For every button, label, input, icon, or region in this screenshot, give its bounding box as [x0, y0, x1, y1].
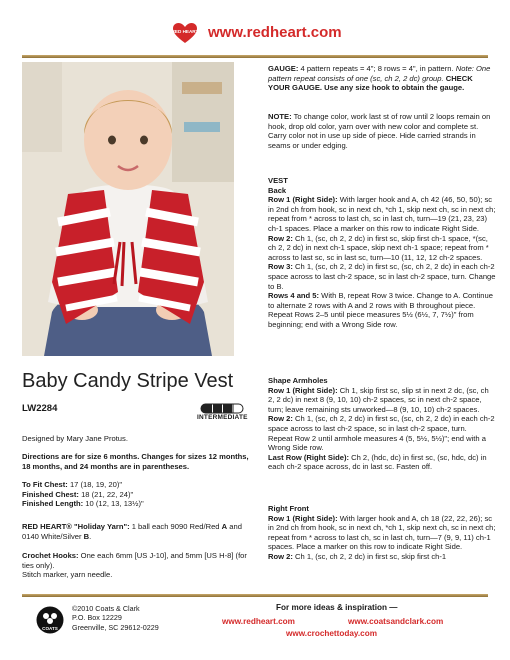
svg-text:COATS: COATS: [42, 626, 58, 631]
designer-credit: Designed by Mary Jane Protus.: [22, 434, 128, 443]
yarn-label: RED HEART® "Holiday Yarn":: [22, 522, 130, 531]
hooks-label: Crochet Hooks:: [22, 551, 79, 560]
gauge-label: GAUGE:: [268, 64, 299, 73]
top-divider: [22, 55, 488, 58]
armholes-heading: Shape Armholes: [268, 376, 328, 385]
city: Greenville, SC 29612-0229: [72, 622, 159, 632]
sizes-note: Directions are for size 6 months. Changes for sizes 12 months, 18 months, and 24 months are in parentheses.: [22, 452, 249, 471]
redheart-link[interactable]: www.redheart.com: [222, 617, 295, 626]
back-heading: Back: [268, 185, 287, 195]
finished-chest-value: 18 (21, 22, 24)": [78, 489, 134, 499]
copyright-block: [72, 604, 159, 632]
pattern-title: Baby Candy Stripe Vest: [22, 370, 234, 392]
notions: Stitch marker, yarn needle.: [22, 570, 113, 580]
red-heart-logo: [172, 22, 198, 44]
last-row-label: Last Row (Right Side):: [268, 452, 349, 462]
po-box: P.O. Box 12229: [72, 613, 122, 623]
copyright: ©2010 Coats & Clark: [72, 604, 140, 613]
measurements: [22, 480, 250, 509]
finished-chest-label: Finished Chest:: [22, 489, 79, 499]
yarn-b: B: [83, 531, 90, 541]
vest-back-section: [268, 176, 496, 330]
hooks-spec: [22, 551, 250, 580]
fit-label: To Fit Chest:: [22, 480, 68, 489]
right-front-heading: Right Front: [268, 504, 309, 513]
rows45-text: With B, repeat Row 3 twice. Change to A. Continue to alternate 2 rows with A and 2 rows with B throughout piece.: [268, 291, 493, 310]
crochettoday-link[interactable]: www.crochettoday.com: [286, 629, 377, 638]
repeat-text: Repeat Rows 2–5 until piece measures 5½ (6½, 7, 7½)" from beginning; end with a Wrong Side row.: [268, 310, 474, 329]
right-front-section: [268, 504, 496, 562]
last-row-text: Ch 2, (hdc, dc) in first sc, (sc, hdc, dc) in each ch-2 space across, dc in last sc. Fasten off.: [268, 452, 487, 472]
gauge-note: Note: One pattern repeat consists of one (sc, ch 2, 2 dc) group.: [268, 64, 491, 83]
arm-row2-text: Ch 1, (sc, ch 2, 2 dc) in first sc, (sc, ch 2, 2 dc) in each ch-2 space across to last ch-2 space, sc in last ch-2 space, turn.: [268, 414, 495, 433]
armholes-section: [268, 376, 496, 472]
fit-value: 17 (18, 19, 20)": [67, 480, 123, 489]
arm-repeat: Repeat Row 2 until armhole measures 4 (5, 5½, 5½)"; end with a Wrong Side row.: [268, 433, 486, 453]
rf-row2-text: Ch 1, (sc, ch 2, 2 dc) in first sc, skip first ch-1: [292, 551, 447, 561]
arm-row1-text: Ch 1, skip first sc, slip st in next 2 dc, (sc, ch 2, 2 dc) in next 8 (9, 10, 10) ch-2 spaces, sc in next ch-2 space, turn; leave remaining sts unworked—8 (9, 10, 10) ch-2 spaces.: [268, 385, 489, 414]
row3-label: Row 3:: [268, 262, 293, 272]
rows45-label: Rows 4 and 5:: [268, 291, 320, 301]
rf-row2-label: Row 2:: [268, 551, 293, 561]
rf-row1-text: With larger hook and A, ch 18 (22, 22, 26); sc in 2nd ch from hook, sc in next ch, *ch 1, skip next ch, sc in next ch; repeat from * across to last ch, sc in last ch, turn—7 (9, 9, 11) ch-1 spaces. Place a marker on this row to indicate Right Side.: [268, 513, 496, 552]
rf-row1-label: Row 1 (Right Side):: [268, 513, 338, 523]
finished-length-label: Finished Length:: [22, 499, 84, 509]
bottom-divider: [22, 594, 488, 597]
coats-logo: [36, 606, 64, 634]
gauge-text: 4 pattern repeats = 4"; 8 rows = 4", in pattern.: [298, 64, 454, 73]
header-website-link[interactable]: www.redheart.com: [208, 24, 342, 41]
skill-level-label: INTERMEDIATE: [197, 414, 248, 421]
note-text: To change color, work last st of row until 2 loops remain on hook, drop old color, yarn over with new color and complete st. Carry color not in use up side of piece. Hide carried strands in seams or under edging.: [268, 112, 491, 150]
yarn-spec: [22, 522, 250, 541]
gauge-section: [268, 64, 496, 93]
yarn-text-2: and 0140 White/Silver: [22, 522, 242, 541]
row3-text: Ch 1, (sc, ch 2, 2 dc) in first sc, (sc, ch 2, 2 dc) in each ch-2 space across to last ch-2 space, sc in last ch-2 space, turn. Change to B.: [268, 262, 496, 291]
pattern-number: LW2284: [22, 403, 58, 414]
more-ideas-heading: For more ideas & inspiration —: [276, 603, 398, 612]
row2-text: Ch 1, (sc, ch 2, 2 dc) in first sc, skip first ch-1 space, *(sc, ch 2, 2 dc) in next ch-1 space, skip next ch-1 space; repeat from * across to last sc, sc in last sc, turn—10 (11, 12, 12 ch-2 spaces.: [268, 233, 489, 262]
yarn-a: A: [221, 522, 228, 531]
row1-label: Row 1 (Right Side):: [268, 195, 338, 205]
arm-row2-label: Row 2:: [268, 414, 293, 424]
row1-text: With larger hook and A, ch 42 (46, 50, 50); sc in 2nd ch from hook, sc in next ch, *ch 1, skip next ch, sc in next ch; repeat from * across to last ch, sc in last ch, turn—19 (21, 23, 23) ch-1 spaces. Place a marker on this row to indicate Right Side.: [268, 195, 496, 233]
vest-heading: VEST: [268, 176, 288, 185]
yarn-end: .: [89, 531, 92, 541]
baby-vest-photo: [22, 62, 234, 356]
row2-label: Row 2:: [268, 233, 293, 243]
note-label: NOTE:: [268, 112, 292, 121]
gauge-check: CHECK YOUR GAUGE. Use any size hook to obtain the gauge.: [268, 73, 473, 93]
yarn-text-1: 1 ball each 9090 Red/Red: [129, 522, 222, 531]
hooks-text: One each 6mm [US J-10], and 5mm [US H-8] (for ties only).: [22, 551, 247, 570]
arm-row1-label: Row 1 (Right Side):: [268, 385, 338, 395]
coatsandclark-link[interactable]: www.coatsandclark.com: [348, 617, 444, 626]
svg-text:RED HEART: RED HEART: [172, 29, 198, 34]
note-section: [268, 112, 496, 150]
finished-length-value: 10 (12, 13, 13½)": [83, 499, 144, 509]
